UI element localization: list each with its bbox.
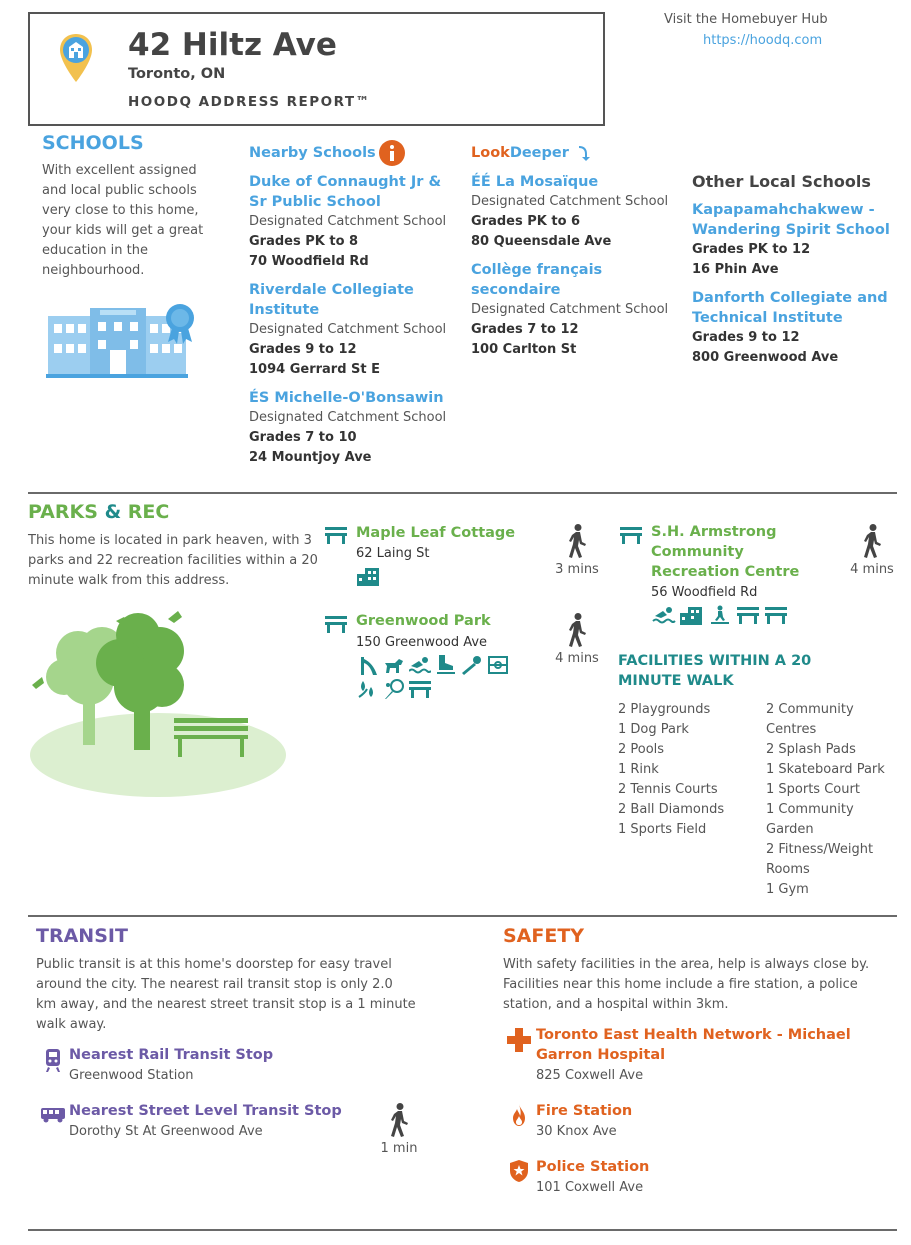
train-icon	[44, 1047, 62, 1073]
school-grades: Grades 9 to 12	[692, 330, 800, 345]
facility-item: 1 Gym	[766, 882, 809, 897]
facility-item: 1 Community Garden	[766, 802, 854, 837]
nearby-schools-title: Nearby Schools	[249, 145, 376, 161]
hub-link[interactable]: https://hoodq.com	[703, 33, 823, 48]
facility-item: 1 Sports Court	[766, 782, 860, 797]
school-grades: Grades PK to 12	[692, 242, 811, 257]
hospital	[536, 1025, 881, 1086]
home-pin-icon	[58, 32, 94, 84]
school-address: 80 Queensdale Ave	[471, 234, 612, 249]
place-name[interactable]: Maple Leaf Cottage	[356, 525, 516, 541]
lookdeeper-school	[471, 260, 686, 360]
address-card	[28, 12, 605, 126]
school-grades: Grades 9 to 12	[249, 342, 357, 357]
dog-park-icon	[383, 655, 405, 675]
walk-time	[843, 524, 901, 577]
lookdeeper-look: Look	[471, 145, 510, 161]
facility-item: 1 Dog Park	[618, 722, 689, 737]
walk-time-label: 4 mins	[555, 651, 599, 666]
parks-title	[28, 500, 169, 524]
ball-diamond-icon	[461, 655, 483, 675]
place-address: 150 Greenwood Ave	[356, 635, 488, 650]
facility-item: 2 Splash Pads	[766, 742, 856, 757]
skateboard-icon	[708, 605, 732, 625]
tennis-icon	[383, 679, 405, 699]
school-name[interactable]: Duke of Connaught Jr & Sr Public School	[249, 174, 442, 210]
city-province: Toronto, ON	[128, 66, 226, 82]
safety-title: SAFETY	[503, 925, 585, 947]
facility-item: 1 Rink	[618, 762, 659, 777]
walking-person-icon	[566, 613, 588, 647]
walk-time-label: 1 min	[380, 1141, 418, 1156]
street-stop-label: Nearest Street Level Transit Stop	[69, 1103, 342, 1119]
school-name[interactable]: Collège français secondaire	[471, 262, 603, 298]
walking-person-icon	[566, 524, 588, 558]
police-badge-icon	[509, 1159, 529, 1183]
parks-title-amp: &	[104, 501, 122, 523]
police-station	[536, 1157, 836, 1198]
school-building-icon	[46, 300, 198, 380]
school-grades: Grades PK to 6	[471, 214, 581, 229]
fire-station-address: 30 Knox Ave	[536, 1124, 617, 1139]
fire-station-name[interactable]: Fire Station	[536, 1103, 633, 1119]
park-place	[356, 611, 536, 653]
police-station-address: 101 Coxwell Ave	[536, 1180, 644, 1195]
walk-time-label: 3 mins	[555, 562, 599, 577]
parks-description: This home is located in park heaven, with 3 parks and 22 recreation facilities within a 20 minute walk from this address.	[28, 533, 318, 588]
walk-time-label: 4 mins	[850, 562, 894, 577]
fire-icon	[511, 1103, 527, 1127]
park-place	[651, 522, 831, 603]
school-type: Designated Catchment School	[249, 214, 447, 229]
school-address: 1094 Gerrard St E	[249, 362, 381, 377]
school-type: Designated Catchment School	[249, 322, 447, 337]
facility-item: 2 Community Centres	[766, 702, 854, 737]
school-grades: Grades PK to 8	[249, 234, 359, 249]
school-name[interactable]: ÉÉ La Mosaïque	[471, 174, 599, 190]
street-stop	[69, 1101, 369, 1142]
arrow-down-icon	[576, 146, 590, 162]
sports-field-icon	[487, 655, 509, 675]
pool-icon	[409, 655, 431, 675]
school-name[interactable]: Danforth Collegiate and Technical Institute	[692, 290, 888, 326]
facilities-title: FACILITIES WITHIN A 20 MINUTE WALK	[618, 653, 812, 689]
walking-person-icon	[861, 524, 883, 558]
facilities-list-2	[766, 700, 901, 900]
school-type: Designated Catchment School	[249, 410, 447, 425]
safety-description: With safety facilities in the area, help is always close by. Facilities near this home include a fire station, a police station, and a hospital within 3km.	[503, 957, 870, 1012]
school-name[interactable]: Kapapamahchakwew - Wandering Spirit School	[692, 202, 890, 238]
school-type: Designated Catchment School	[471, 194, 669, 209]
school-grades: Grades 7 to 10	[249, 430, 357, 445]
facility-item: 1 Skateboard Park	[766, 762, 885, 777]
report-label: HOODQ ADDRESS REPORT™	[128, 94, 371, 110]
schools-title: SCHOOLS	[42, 132, 144, 154]
bench-icon	[325, 527, 347, 545]
school-name[interactable]: ÉS Michelle-O'Bonsawin	[249, 390, 444, 406]
hub-text: Visit the Homebuyer Hub	[664, 12, 828, 27]
community-centre-icon	[680, 605, 704, 625]
fire-station	[536, 1101, 836, 1142]
nearby-school	[249, 172, 459, 272]
street-stop-value: Dorothy St At Greenwood Ave	[69, 1124, 263, 1139]
other-school	[692, 200, 892, 280]
school-address: 100 Carlton St	[471, 342, 577, 357]
school-grades: Grades 7 to 12	[471, 322, 579, 337]
facilities-list-1	[618, 700, 758, 840]
rail-stop-label: Nearest Rail Transit Stop	[69, 1047, 274, 1063]
parks-title-a: PARKS	[28, 501, 98, 523]
parks-title-b: REC	[127, 501, 170, 523]
walk-time	[370, 1103, 428, 1156]
facility-item: 2 Fitness/Weight Rooms	[766, 842, 874, 877]
nearby-school	[249, 388, 459, 468]
bench-icon	[325, 616, 347, 634]
transit-title: TRANSIT	[36, 925, 128, 947]
hospital-name[interactable]: Toronto East Health Network - Michael Garron Hospital	[536, 1027, 851, 1063]
lookdeeper-title	[471, 143, 569, 163]
bus-icon	[40, 1106, 66, 1124]
playground-slide-icon	[357, 655, 379, 675]
park-illustration-icon	[28, 605, 293, 805]
street-address: 42 Hiltz Ave	[128, 27, 337, 63]
facility-item: 1 Sports Field	[618, 822, 707, 837]
school-type: Designated Catchment School	[471, 302, 669, 317]
community-centre-icon	[357, 566, 381, 586]
nearby-school	[249, 280, 459, 380]
other-school	[692, 288, 892, 368]
pool-icon	[652, 605, 676, 625]
police-station-name[interactable]: Police Station	[536, 1159, 650, 1175]
skating-icon	[435, 655, 457, 675]
rail-stop	[69, 1045, 369, 1086]
rail-stop-value: Greenwood Station	[69, 1068, 194, 1083]
school-address: 16 Phin Ave	[692, 262, 779, 277]
hospital-cross-icon	[506, 1027, 532, 1053]
school-address: 800 Greenwood Ave	[692, 350, 839, 365]
transit-description: Public transit is at this home's doorstep for easy travel around the city. The nearest rail transit stop is only 2.0 km away, and the nearest street transit stop is a 1 minute walk away.	[36, 957, 416, 1032]
place-name[interactable]: S.H. Armstrong Community Recreation Centre	[651, 524, 800, 580]
facility-icons	[652, 605, 802, 625]
schools-description: With excellent assigned and local public schools very close to this home, your kids will get a great education in the neighbourhood.	[42, 163, 204, 278]
bench-small-icon	[409, 679, 431, 699]
info-icon[interactable]	[378, 139, 406, 167]
school-address: 70 Woodfield Rd	[249, 254, 369, 269]
lookdeeper-school	[471, 172, 681, 252]
splash-pad-icon	[357, 679, 379, 699]
divider	[28, 1229, 897, 1231]
walk-time	[548, 524, 606, 577]
place-address: 62 Laing St	[356, 546, 430, 561]
bench-small-icon	[736, 605, 760, 625]
school-name[interactable]: Riverdale Collegiate Institute	[249, 282, 414, 318]
hospital-address: 825 Coxwell Ave	[536, 1068, 644, 1083]
place-address: 56 Woodfield Rd	[651, 585, 758, 600]
place-name[interactable]: Greenwood Park	[356, 613, 491, 629]
walking-person-icon	[388, 1103, 410, 1137]
lookdeeper-deeper: Deeper	[509, 145, 569, 161]
divider	[28, 492, 897, 494]
walk-time	[548, 613, 606, 666]
facility-item: 2 Tennis Courts	[618, 782, 718, 797]
school-address: 24 Mountjoy Ave	[249, 450, 372, 465]
park-place	[356, 523, 536, 564]
facility-item: 2 Playgrounds	[618, 702, 711, 717]
facility-item: 2 Pools	[618, 742, 665, 757]
bench-icon	[620, 527, 642, 545]
divider	[28, 915, 897, 917]
facility-item: 2 Ball Diamonds	[618, 802, 725, 817]
facility-icons	[357, 655, 527, 699]
other-schools-title: Other Local Schools	[692, 172, 871, 191]
bench-small-icon	[764, 605, 788, 625]
